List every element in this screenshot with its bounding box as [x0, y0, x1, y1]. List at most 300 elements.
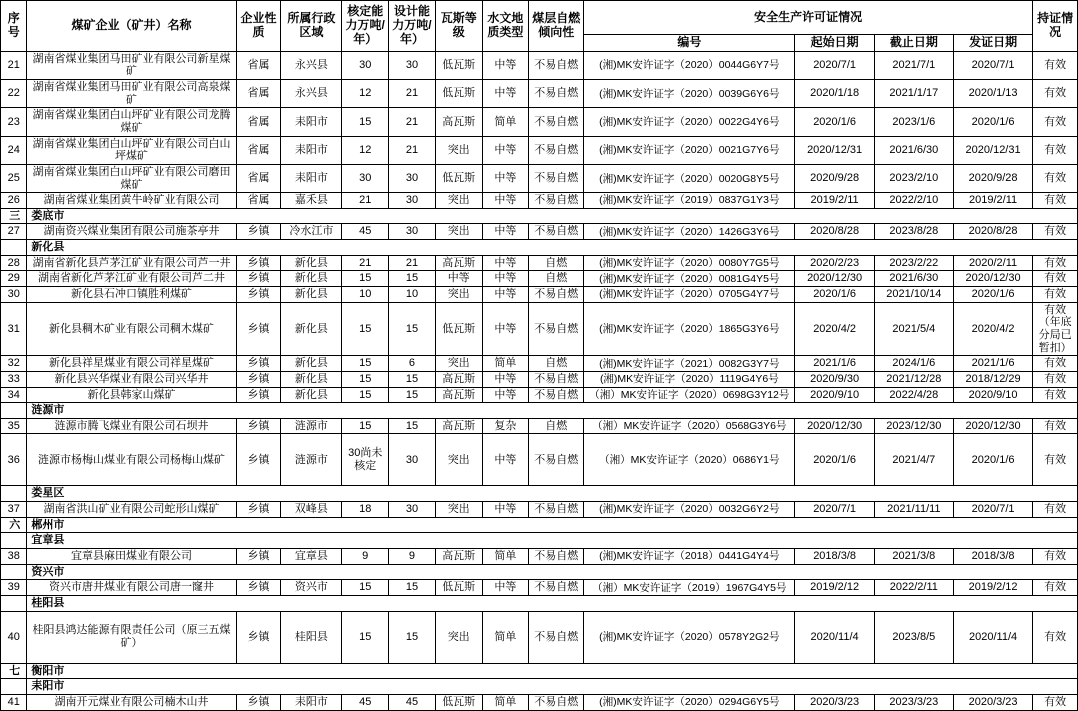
header-hydro-type: 水文地质类型	[482, 1, 529, 52]
cell-capacity-approved: 12	[342, 80, 389, 108]
cell-gas-level: 中等	[435, 271, 482, 287]
cell-start-date: 2020/1/6	[795, 434, 874, 486]
region-name: 新化县	[27, 240, 1078, 256]
cell-seq: 37	[1, 502, 27, 518]
cell-name: 资兴市唐井煤业有限公司唐一窿井	[27, 580, 236, 596]
region-row	[1, 240, 1078, 256]
cell-end-date: 2021/10/14	[874, 287, 953, 303]
cell-capacity-design: 21	[389, 255, 436, 271]
cell-license-no: (湘)MK安许证字（2020）0294G6Y5号	[584, 694, 795, 710]
cell-start-date: 2020/12/30	[795, 418, 874, 434]
cell-end-date: 2023/8/28	[874, 224, 953, 240]
cell-seq: 35	[1, 418, 27, 434]
region-seq: 七	[1, 663, 27, 679]
cell-start-date: 2020/12/30	[795, 271, 874, 287]
cell-area: 耒阳市	[281, 136, 342, 164]
cell-name: 湖南资兴煤业集团有限公司施茶亭井	[27, 224, 236, 240]
region-name: 桂阳县	[27, 595, 1078, 611]
header-status: 持证情况	[1033, 1, 1078, 52]
cell-end-date: 2022/2/10	[874, 193, 953, 209]
cell-end-date: 2022/2/11	[874, 580, 953, 596]
cell-ignition: 不易自燃	[529, 580, 584, 596]
cell-end-date: 2021/4/7	[874, 434, 953, 486]
cell-issue-date: 2020/9/10	[953, 387, 1032, 403]
cell-nature: 省属	[236, 164, 281, 192]
cell-start-date: 2020/9/10	[795, 387, 874, 403]
cell-capacity-design: 15	[389, 371, 436, 387]
cell-ignition: 不易自燃	[529, 549, 584, 565]
cell-ignition: 不易自燃	[529, 302, 584, 356]
cell-hydro-type: 中等	[482, 51, 529, 79]
cell-issue-date: 2018/12/29	[953, 371, 1032, 387]
cell-start-date: 2020/9/30	[795, 371, 874, 387]
cell-ignition: 不易自燃	[529, 502, 584, 518]
cell-capacity-approved: 15	[342, 611, 389, 663]
cell-hydro-type: 中等	[482, 287, 529, 303]
cell-capacity-design: 15	[389, 302, 436, 356]
cell-ignition: 不易自燃	[529, 371, 584, 387]
cell-nature: 乡镇	[236, 271, 281, 287]
cell-name: 湖南省煤业集团白山坪矿业有限公司磨田煤矿	[27, 164, 236, 192]
cell-ignition: 不易自燃	[529, 51, 584, 79]
cell-nature: 乡镇	[236, 224, 281, 240]
cell-capacity-design: 6	[389, 356, 436, 372]
cell-ignition: 不易自燃	[529, 434, 584, 486]
cell-start-date: 2020/1/18	[795, 80, 874, 108]
cell-gas-level: 高瓦斯	[435, 108, 482, 136]
cell-license-no: (湘)MK安许证字（2018）0441G4Y4号	[584, 549, 795, 565]
cell-name: 宜章县麻田煤业有限公司	[27, 549, 236, 565]
cell-hydro-type: 中等	[482, 580, 529, 596]
cell-hydro-type: 中等	[482, 387, 529, 403]
cell-end-date: 2023/12/30	[874, 418, 953, 434]
cell-area: 资兴市	[281, 580, 342, 596]
cell-area: 新化县	[281, 271, 342, 287]
cell-area: 冷水江市	[281, 224, 342, 240]
cell-ignition: 不易自燃	[529, 287, 584, 303]
cell-hydro-type: 中等	[482, 136, 529, 164]
cell-nature: 乡镇	[236, 371, 281, 387]
cell-name: 涟源市腾飞煤业有限公司石坝井	[27, 418, 236, 434]
cell-area: 涟源市	[281, 418, 342, 434]
cell-gas-level: 高瓦斯	[435, 371, 482, 387]
cell-name: 湖南省煤业集团白山坪矿业有限公司龙腾煤矿	[27, 108, 236, 136]
cell-hydro-type: 中等	[482, 80, 529, 108]
cell-hydro-type: 中等	[482, 271, 529, 287]
cell-capacity-design: 21	[389, 108, 436, 136]
cell-area: 宜章县	[281, 549, 342, 565]
cell-gas-level: 突出	[435, 611, 482, 663]
cell-capacity-design: 15	[389, 418, 436, 434]
cell-gas-level: 突出	[435, 287, 482, 303]
cell-start-date: 2020/8/28	[795, 224, 874, 240]
table-row	[1, 164, 1078, 192]
cell-area: 涟源市	[281, 434, 342, 486]
cell-ignition: 自燃	[529, 255, 584, 271]
table-row	[1, 108, 1078, 136]
table-row	[1, 51, 1078, 79]
cell-license-no: (湘)MK安许证字（2020）0032G6Y2号	[584, 502, 795, 518]
cell-status: 有效	[1033, 271, 1078, 287]
region-name: 娄底市	[27, 208, 1078, 224]
cell-capacity-approved: 21	[342, 255, 389, 271]
cell-issue-date: 2021/1/6	[953, 356, 1032, 372]
cell-license-no: (湘)MK安许证字（2020）0021G7Y6号	[584, 136, 795, 164]
region-row	[1, 486, 1078, 502]
cell-area: 新化县	[281, 302, 342, 356]
table-row	[1, 136, 1078, 164]
region-row	[1, 663, 1078, 679]
cell-status: 有效	[1033, 51, 1078, 79]
cell-hydro-type: 中等	[482, 371, 529, 387]
cell-capacity-design: 15	[389, 271, 436, 287]
cell-status: 有效	[1033, 164, 1078, 192]
cell-license-no: （湘）MK安许证字（2019）1967G4Y5号	[584, 580, 795, 596]
cell-area: 新化县	[281, 287, 342, 303]
region-seq	[1, 533, 27, 549]
cell-issue-date: 2020/7/1	[953, 502, 1032, 518]
table-row	[1, 434, 1078, 486]
cell-end-date: 2023/2/22	[874, 255, 953, 271]
cell-capacity-approved: 15	[342, 371, 389, 387]
cell-hydro-type: 简单	[482, 694, 529, 710]
header-license-no: 编号	[584, 35, 795, 52]
header-issue-date: 发证日期	[953, 35, 1032, 52]
table-row	[1, 371, 1078, 387]
cell-ignition: 自燃	[529, 271, 584, 287]
cell-end-date: 2021/6/30	[874, 271, 953, 287]
cell-end-date: 2021/5/4	[874, 302, 953, 356]
region-row	[1, 403, 1078, 419]
cell-capacity-approved: 12	[342, 136, 389, 164]
region-seq	[1, 403, 27, 419]
cell-issue-date: 2018/3/8	[953, 549, 1032, 565]
cell-gas-level: 低瓦斯	[435, 51, 482, 79]
cell-license-no: (湘)MK安许证字（2020）1119G4Y6号	[584, 371, 795, 387]
table-row	[1, 271, 1078, 287]
cell-issue-date: 2020/8/28	[953, 224, 1032, 240]
cell-status: 有效	[1033, 549, 1078, 565]
cell-end-date: 2023/2/10	[874, 164, 953, 192]
table-body	[1, 51, 1078, 710]
cell-capacity-design: 21	[389, 80, 436, 108]
cell-seq: 29	[1, 271, 27, 287]
cell-area: 耒阳市	[281, 694, 342, 710]
cell-license-no: (湘)MK安许证字（2020）0039G6Y6号	[584, 80, 795, 108]
cell-nature: 乡镇	[236, 502, 281, 518]
cell-hydro-type: 中等	[482, 302, 529, 356]
cell-seq: 22	[1, 80, 27, 108]
table-row	[1, 193, 1078, 209]
cell-area: 嘉禾县	[281, 193, 342, 209]
cell-name: 涟源市杨梅山煤业有限公司杨梅山煤矿	[27, 434, 236, 486]
table-row	[1, 418, 1078, 434]
cell-name: 湖南省新化芦茅江矿业有限公司芦二井	[27, 271, 236, 287]
cell-capacity-design: 15	[389, 611, 436, 663]
cell-name: 湖南省洪山矿业有限公司蛇形山煤矿	[27, 502, 236, 518]
cell-status: 有效	[1033, 193, 1078, 209]
cell-capacity-approved: 15	[342, 356, 389, 372]
cell-end-date: 2023/8/5	[874, 611, 953, 663]
cell-capacity-approved: 30	[342, 51, 389, 79]
cell-nature: 乡镇	[236, 255, 281, 271]
cell-seq: 41	[1, 694, 27, 710]
header-name: 煤矿企业（矿井）名称	[27, 1, 236, 52]
cell-end-date: 2023/1/6	[874, 108, 953, 136]
cell-gas-level: 高瓦斯	[435, 255, 482, 271]
cell-name: 新化县兴华煤业有限公司兴华井	[27, 371, 236, 387]
cell-seq: 23	[1, 108, 27, 136]
cell-seq: 26	[1, 193, 27, 209]
cell-name: 桂阳县鸿达能源有限责任公司（原三五煤矿）	[27, 611, 236, 663]
cell-status: 有效	[1033, 136, 1078, 164]
region-seq	[1, 595, 27, 611]
cell-seq: 40	[1, 611, 27, 663]
cell-end-date: 2022/4/28	[874, 387, 953, 403]
cell-ignition: 不易自燃	[529, 80, 584, 108]
cell-capacity-design: 30	[389, 193, 436, 209]
table-header	[1, 1, 1078, 52]
cell-end-date: 2021/1/17	[874, 80, 953, 108]
table-row	[1, 287, 1078, 303]
cell-area: 新化县	[281, 387, 342, 403]
cell-issue-date: 2019/2/11	[953, 193, 1032, 209]
cell-license-no: (湘)MK安许证字（2020）0080Y7G5号	[584, 255, 795, 271]
cell-status: 有效	[1033, 611, 1078, 663]
cell-gas-level: 低瓦斯	[435, 80, 482, 108]
table-row	[1, 80, 1078, 108]
cell-end-date: 2021/11/11	[874, 502, 953, 518]
cell-license-no: (湘)MK安许证字（2020）0020G8Y5号	[584, 164, 795, 192]
cell-name: 新化县石冲口镇胜利煤矿	[27, 287, 236, 303]
cell-ignition: 不易自燃	[529, 108, 584, 136]
cell-nature: 省属	[236, 136, 281, 164]
cell-end-date: 2021/6/30	[874, 136, 953, 164]
cell-name: 新化县祥星煤业有限公司祥星煤矿	[27, 356, 236, 372]
cell-seq: 36	[1, 434, 27, 486]
header-capacity-approved: 核定能力万吨/年）	[342, 1, 389, 52]
header-license-group: 安全生产许可证情况	[584, 1, 1033, 35]
region-row	[1, 517, 1078, 533]
cell-start-date: 2020/12/31	[795, 136, 874, 164]
cell-capacity-approved: 15	[342, 580, 389, 596]
cell-issue-date: 2020/2/11	[953, 255, 1032, 271]
cell-capacity-design: 30	[389, 224, 436, 240]
cell-start-date: 2021/1/6	[795, 356, 874, 372]
cell-nature: 乡镇	[236, 387, 281, 403]
cell-ignition: 不易自燃	[529, 136, 584, 164]
cell-seq: 31	[1, 302, 27, 356]
cell-name: 新化县稠木矿业有限公司稠木煤矿	[27, 302, 236, 356]
cell-start-date: 2020/1/6	[795, 287, 874, 303]
cell-seq: 28	[1, 255, 27, 271]
cell-license-no: (湘)MK安许证字（2020）0022G4Y6号	[584, 108, 795, 136]
cell-nature: 乡镇	[236, 580, 281, 596]
cell-area: 永兴县	[281, 51, 342, 79]
cell-status: 有效	[1033, 80, 1078, 108]
cell-capacity-design: 45	[389, 694, 436, 710]
cell-status: 有效	[1033, 108, 1078, 136]
cell-license-no: (湘)MK安许证字（2020）0705G4Y7号	[584, 287, 795, 303]
cell-start-date: 2020/11/4	[795, 611, 874, 663]
table-row	[1, 387, 1078, 403]
cell-nature: 省属	[236, 80, 281, 108]
cell-gas-level: 低瓦斯	[435, 164, 482, 192]
cell-status: 有效	[1033, 356, 1078, 372]
cell-status: 有效	[1033, 580, 1078, 596]
cell-capacity-approved: 9	[342, 549, 389, 565]
cell-capacity-approved: 21	[342, 193, 389, 209]
cell-license-no: (湘)MK安许证字（2020）0081G4Y5号	[584, 271, 795, 287]
cell-gas-level: 低瓦斯	[435, 694, 482, 710]
region-row	[1, 533, 1078, 549]
cell-gas-level: 突出	[435, 193, 482, 209]
cell-seq: 27	[1, 224, 27, 240]
cell-seq: 39	[1, 580, 27, 596]
cell-status: 有效	[1033, 287, 1078, 303]
cell-license-no: (湘)MK安许证字（2020）0578Y2G2号	[584, 611, 795, 663]
region-name: 郴州市	[27, 517, 1078, 533]
cell-nature: 乡镇	[236, 418, 281, 434]
cell-hydro-type: 简单	[482, 611, 529, 663]
cell-gas-level: 突出	[435, 502, 482, 518]
cell-area: 新化县	[281, 255, 342, 271]
cell-start-date: 2019/2/12	[795, 580, 874, 596]
region-row	[1, 679, 1078, 695]
cell-status: 有效	[1033, 418, 1078, 434]
cell-issue-date: 2020/9/28	[953, 164, 1032, 192]
cell-ignition: 不易自燃	[529, 164, 584, 192]
cell-start-date: 2020/7/1	[795, 502, 874, 518]
table-row	[1, 302, 1078, 356]
cell-license-no: (湘)MK安许证字（2020）0044G6Y7号	[584, 51, 795, 79]
region-name: 资兴市	[27, 564, 1078, 580]
cell-nature: 乡镇	[236, 549, 281, 565]
cell-nature: 省属	[236, 193, 281, 209]
cell-gas-level: 突出	[435, 434, 482, 486]
table-row	[1, 356, 1078, 372]
table-row	[1, 694, 1078, 710]
cell-issue-date: 2020/3/23	[953, 694, 1032, 710]
cell-status: 有效	[1033, 434, 1078, 486]
cell-capacity-approved: 45	[342, 694, 389, 710]
cell-nature: 乡镇	[236, 611, 281, 663]
cell-capacity-design: 15	[389, 387, 436, 403]
header-area: 所属行政区域	[281, 1, 342, 52]
cell-area: 桂阳县	[281, 611, 342, 663]
table-row	[1, 580, 1078, 596]
cell-status: 有效	[1033, 502, 1078, 518]
cell-ignition: 不易自燃	[529, 694, 584, 710]
cell-area: 耒阳市	[281, 164, 342, 192]
region-name: 涟源市	[27, 403, 1078, 419]
cell-start-date: 2020/2/23	[795, 255, 874, 271]
table-row	[1, 549, 1078, 565]
cell-seq: 38	[1, 549, 27, 565]
region-seq	[1, 564, 27, 580]
region-seq	[1, 240, 27, 256]
cell-seq: 24	[1, 136, 27, 164]
cell-end-date: 2024/1/6	[874, 356, 953, 372]
cell-area: 新化县	[281, 371, 342, 387]
cell-ignition: 不易自燃	[529, 224, 584, 240]
cell-ignition: 不易自燃	[529, 193, 584, 209]
cell-capacity-approved: 15	[342, 418, 389, 434]
cell-start-date: 2020/7/1	[795, 51, 874, 79]
cell-issue-date: 2020/1/6	[953, 287, 1032, 303]
cell-license-no: (湘)MK安许证字（2021）0082G3Y7号	[584, 356, 795, 372]
region-seq: 六	[1, 517, 27, 533]
cell-hydro-type: 简单	[482, 108, 529, 136]
cell-name: 湖南省新化县芦茅江矿业有限公司芦一井	[27, 255, 236, 271]
cell-nature: 省属	[236, 108, 281, 136]
cell-seq: 34	[1, 387, 27, 403]
cell-capacity-approved: 18	[342, 502, 389, 518]
cell-start-date: 2019/2/11	[795, 193, 874, 209]
cell-gas-level: 低瓦斯	[435, 302, 482, 356]
header-row-1	[1, 1, 1078, 35]
cell-nature: 乡镇	[236, 356, 281, 372]
cell-capacity-design: 30	[389, 502, 436, 518]
cell-start-date: 2020/9/28	[795, 164, 874, 192]
cell-issue-date: 2020/1/6	[953, 108, 1032, 136]
cell-start-date: 2020/4/2	[795, 302, 874, 356]
cell-seq: 25	[1, 164, 27, 192]
cell-capacity-design: 10	[389, 287, 436, 303]
cell-end-date: 2023/3/23	[874, 694, 953, 710]
cell-license-no: (湘)MK安许证字（2020）1426G3Y6号	[584, 224, 795, 240]
cell-start-date: 2020/1/6	[795, 108, 874, 136]
cell-nature: 乡镇	[236, 287, 281, 303]
cell-issue-date: 2020/1/6	[953, 434, 1032, 486]
cell-start-date: 2020/3/23	[795, 694, 874, 710]
cell-name: 湖南省煤业集团马田矿业有限公司新星煤矿	[27, 51, 236, 79]
cell-area: 永兴县	[281, 80, 342, 108]
cell-ignition: 自燃	[529, 418, 584, 434]
header-nature: 企业性质	[236, 1, 281, 52]
cell-status: 有效	[1033, 371, 1078, 387]
cell-issue-date: 2019/2/12	[953, 580, 1032, 596]
header-capacity-design: 设计能力万吨/年）	[389, 1, 436, 52]
cell-capacity-design: 15	[389, 580, 436, 596]
cell-nature: 省属	[236, 51, 281, 79]
cell-license-no: (湘)MK安许证字（2019）0837G1Y3号	[584, 193, 795, 209]
cell-hydro-type: 简单	[482, 356, 529, 372]
cell-capacity-design: 9	[389, 549, 436, 565]
cell-area: 新化县	[281, 356, 342, 372]
cell-ignition: 不易自燃	[529, 387, 584, 403]
cell-area: 耒阳市	[281, 108, 342, 136]
region-name: 宜章县	[27, 533, 1078, 549]
header-end-date: 截止日期	[874, 35, 953, 52]
cell-gas-level: 高瓦斯	[435, 418, 482, 434]
cell-status: 有效	[1033, 255, 1078, 271]
cell-gas-level: 突出	[435, 224, 482, 240]
region-row	[1, 595, 1078, 611]
cell-capacity-design: 30	[389, 51, 436, 79]
cell-status: 有效	[1033, 387, 1078, 403]
cell-capacity-design: 30	[389, 164, 436, 192]
cell-capacity-design: 21	[389, 136, 436, 164]
cell-name: 湖南开元煤业有限公司楠木山井	[27, 694, 236, 710]
cell-gas-level: 低瓦斯	[435, 580, 482, 596]
cell-end-date: 2021/3/8	[874, 549, 953, 565]
header-seq: 序号	[1, 1, 27, 52]
cell-ignition: 不易自燃	[529, 611, 584, 663]
cell-end-date: 2021/7/1	[874, 51, 953, 79]
header-ignition: 煤层自燃倾向性	[529, 1, 584, 52]
cell-issue-date: 2020/11/4	[953, 611, 1032, 663]
